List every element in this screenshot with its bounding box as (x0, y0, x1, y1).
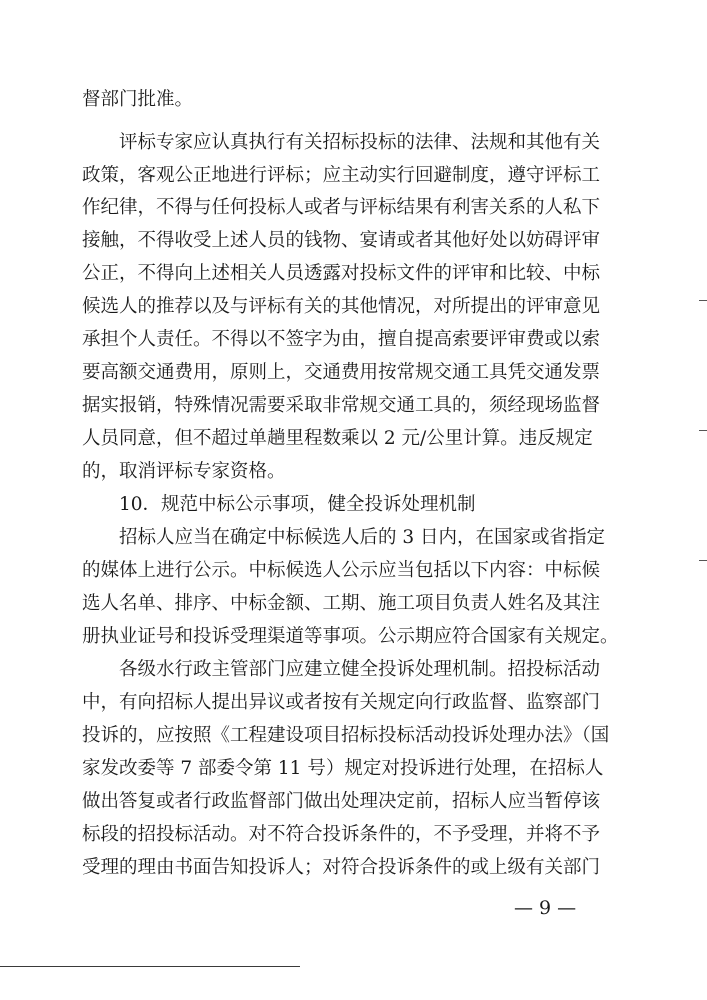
text-line: 接触，不得收受上述人员的钱物、宴请或者其他好处以妨碍评审 (82, 230, 601, 251)
text-line: 的，取消评标专家资格。 (82, 461, 286, 482)
text-line: 公正，不得向上述相关人员透露对投标文件的评审和比较、中标 (82, 263, 601, 284)
text-line: 投诉的，应按照《工程建设项目招标投标活动投诉处理办法》（国 (82, 725, 610, 746)
text-line: 督部门批准。 (82, 89, 194, 110)
scan-edge-mark (699, 560, 707, 561)
page-number: — 9 — (514, 897, 577, 919)
text-line: 人员同意，但不超过单趟里程数乘以 2 元/公里计算。违反规定 (82, 428, 593, 449)
text-line: 评标专家应认真执行有关招标投标的法律、法规和其他有关 (82, 132, 601, 153)
text-line: 招标人应当在确定中标候选人后的 3 日内，在国家或省指定 (82, 527, 606, 548)
text-line: 做出答复或者行政监督部门做出处理决定前，招标人应当暂停该 (82, 791, 601, 812)
text-line: 承担个人责任。不得以不签字为由，擅自提高索要评审费或以索 (82, 329, 601, 350)
bottom-divider (0, 966, 300, 967)
text-line: 作纪律，不得与任何投标人或者与评标结果有利害关系的人私下 (82, 197, 601, 218)
scan-edge-mark (699, 430, 707, 431)
section-heading: 10．规范中标公示事项，健全投诉处理机制 (82, 494, 476, 515)
text-line: 标段的招投标活动。对不符合投诉条件的，不予受理，并将不予 (82, 824, 601, 845)
text-line: 的媒体上进行公示。中标候选人公示应当包括以下内容：中标候 (82, 560, 601, 581)
text-line: 要高额交通费用，原则上，交通费用按常规交通工具凭交通发票 (82, 362, 601, 383)
text-line: 候选人的推荐以及与评标有关的其他情况，对所提出的评审意见 (82, 296, 601, 317)
text-line: 家发改委等 7 部委令第 11 号）规定对投诉进行处理，在招标人 (82, 758, 604, 779)
scan-edge-mark (699, 300, 707, 301)
text-line: 中，有向招标人提出异议或者按有关规定向行政监督、监察部门 (82, 692, 601, 713)
text-line: 据实报销，特殊情况需要采取非常规交通工具的，须经现场监督 (82, 395, 601, 416)
text-line: 政策，客观公正地进行评标；应主动实行回避制度，遵守评标工 (82, 165, 601, 186)
text-line: 受理的理由书面告知投诉人；对符合投诉条件的或上级有关部门 (82, 857, 601, 878)
text-line: 册执业证号和投诉受理渠道等事项。公示期应符合国家有关规定。 (82, 626, 619, 647)
text-line: 各级水行政主管部门应建立健全投诉处理机制。招投标活动 (82, 659, 601, 680)
text-line: 选人名单、排序、中标金额、工期、施工项目负责人姓名及其注 (82, 593, 601, 614)
